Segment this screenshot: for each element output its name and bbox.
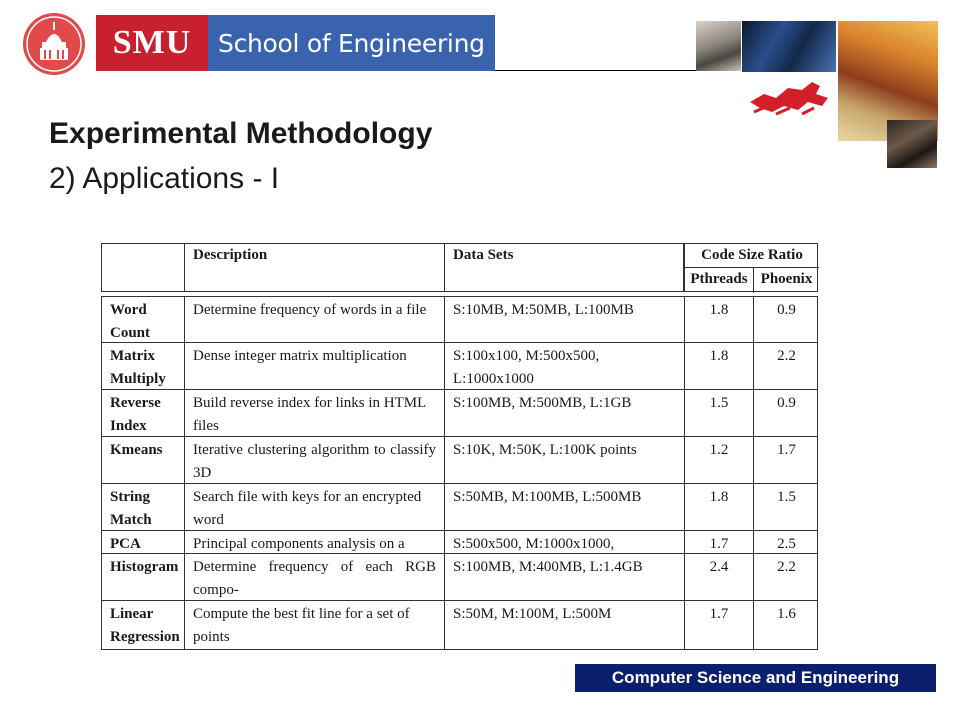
pthreads-ratio-cell: 1.2 xyxy=(685,437,754,483)
table-row xyxy=(101,484,818,531)
pthreads-ratio-cell: 1.7 xyxy=(685,601,754,649)
data-sets-cell: S:100x100, M:500x500, L:1000x1000 xyxy=(445,343,685,389)
table-row xyxy=(101,390,818,437)
header-pthreads: Pthreads xyxy=(685,268,754,293)
header-code-size-ratio: Code Size Ratio xyxy=(685,244,819,268)
application-name-line: Regression xyxy=(110,629,180,645)
phoenix-ratio-cell: 1.7 xyxy=(777,442,796,458)
application-name-cell xyxy=(102,390,185,436)
application-name-line: Word xyxy=(110,302,147,318)
data-sets-cell: S:10MB, M:50MB, L:100MB xyxy=(445,297,685,342)
description-line: Build reverse index for links in HTML files xyxy=(193,395,426,434)
application-name-line: Index xyxy=(110,418,147,434)
description-cell xyxy=(185,531,445,553)
description-cell xyxy=(185,601,445,649)
data-sets-cell: S:500x500, M:1000x1000, xyxy=(445,531,685,553)
application-name-cell xyxy=(102,484,185,530)
application-name-line: Multiply xyxy=(110,371,166,387)
application-name-cell xyxy=(102,554,185,600)
phoenix-ratio-cell: 1.5 xyxy=(777,489,796,505)
description-line: Principal components analysis on a xyxy=(193,536,405,552)
description-cell xyxy=(185,484,445,530)
pthreads-ratio-cell: 1.5 xyxy=(685,390,754,436)
computer-lab-photo xyxy=(742,21,836,73)
data-sets-cell: S:100MB, M:400MB, L:1.4GB xyxy=(445,554,685,600)
phoenix-ratio-cell: 2.5 xyxy=(777,536,796,552)
description-line: Determine frequency of each RGB compo- xyxy=(193,559,436,598)
description-line: Search file with keys for an encrypted word xyxy=(193,489,422,528)
table-row xyxy=(101,554,818,601)
data-sets-cell: S:50MB, M:100MB, L:500MB xyxy=(445,484,685,530)
table-row xyxy=(101,437,818,484)
table-row xyxy=(101,531,818,554)
header-data-sets: Data Sets xyxy=(445,244,685,291)
application-name-cell xyxy=(102,297,185,342)
phoenix-ratio-cell: 2.2 xyxy=(777,348,796,364)
application-name-line: Reverse xyxy=(110,395,161,411)
table-row xyxy=(101,296,818,343)
applications-table xyxy=(101,243,818,650)
description-cell xyxy=(185,343,445,389)
application-name-line: Count xyxy=(110,325,151,341)
data-sets-cell: S:50M, M:100M, L:500M xyxy=(445,601,685,649)
pthreads-ratio-cell: 1.8 xyxy=(685,484,754,530)
description-line: Compute the best fit line for a set of points xyxy=(193,606,410,645)
application-name-line: String xyxy=(110,489,151,505)
description-line: Determine frequency of words in a file xyxy=(193,302,427,318)
pthreads-ratio-cell: 1.7 xyxy=(685,531,754,553)
description-line: Dense integer matrix multiplication xyxy=(193,348,407,364)
data-sets-cell: S:10K, M:50K, L:100K points xyxy=(445,437,685,483)
application-name-line: Match xyxy=(110,512,152,528)
table-header xyxy=(101,243,818,292)
table-body xyxy=(101,296,818,650)
mustang-mascot-image xyxy=(742,72,838,120)
slide-title: Experimental Methodology xyxy=(49,117,433,150)
application-name-cell xyxy=(102,343,185,389)
people-meeting-photo xyxy=(887,120,937,168)
header-divider xyxy=(495,70,700,71)
smu-seal-logo xyxy=(22,12,86,76)
phoenix-ratio-cell: 2.2 xyxy=(777,559,796,575)
smu-logo-text: SMU xyxy=(96,15,208,71)
table-row xyxy=(101,343,818,390)
phoenix-ratio-cell: 0.9 xyxy=(777,395,796,411)
school-name-banner: School of Engineering xyxy=(208,15,495,71)
description-line: Iterative clustering algorithm to classify 3D xyxy=(193,442,436,481)
application-name-line: PCA xyxy=(110,536,141,552)
application-name-cell xyxy=(102,437,185,483)
pthreads-ratio-cell: 2.4 xyxy=(685,554,754,600)
department-footer: Computer Science and Engineering xyxy=(575,664,936,692)
data-sets-cell: S:100MB, M:500MB, L:1GB xyxy=(445,390,685,436)
description-cell xyxy=(185,390,445,436)
header-blank-cell xyxy=(102,244,185,291)
description-cell xyxy=(185,437,445,483)
header-description: Description xyxy=(185,244,445,291)
slide-subtitle: 2) Applications - I xyxy=(49,162,280,195)
description-cell xyxy=(185,554,445,600)
application-name-line: Linear xyxy=(110,606,154,622)
pthreads-ratio-cell: 1.8 xyxy=(685,343,754,389)
header-phoenix: Phoenix xyxy=(760,271,813,287)
phoenix-ratio-cell: 0.9 xyxy=(777,302,796,318)
description-cell xyxy=(185,297,445,342)
table-row xyxy=(101,601,818,650)
application-name-line: Kmeans xyxy=(110,442,163,458)
application-name-line: Histogram xyxy=(110,559,179,575)
application-name-line: Matrix xyxy=(110,348,155,364)
application-name-cell xyxy=(102,531,185,553)
phoenix-ratio-cell: 1.6 xyxy=(777,606,796,622)
application-name-cell xyxy=(102,601,185,649)
student-face-photo xyxy=(696,21,741,71)
pthreads-ratio-cell: 1.8 xyxy=(685,297,754,342)
